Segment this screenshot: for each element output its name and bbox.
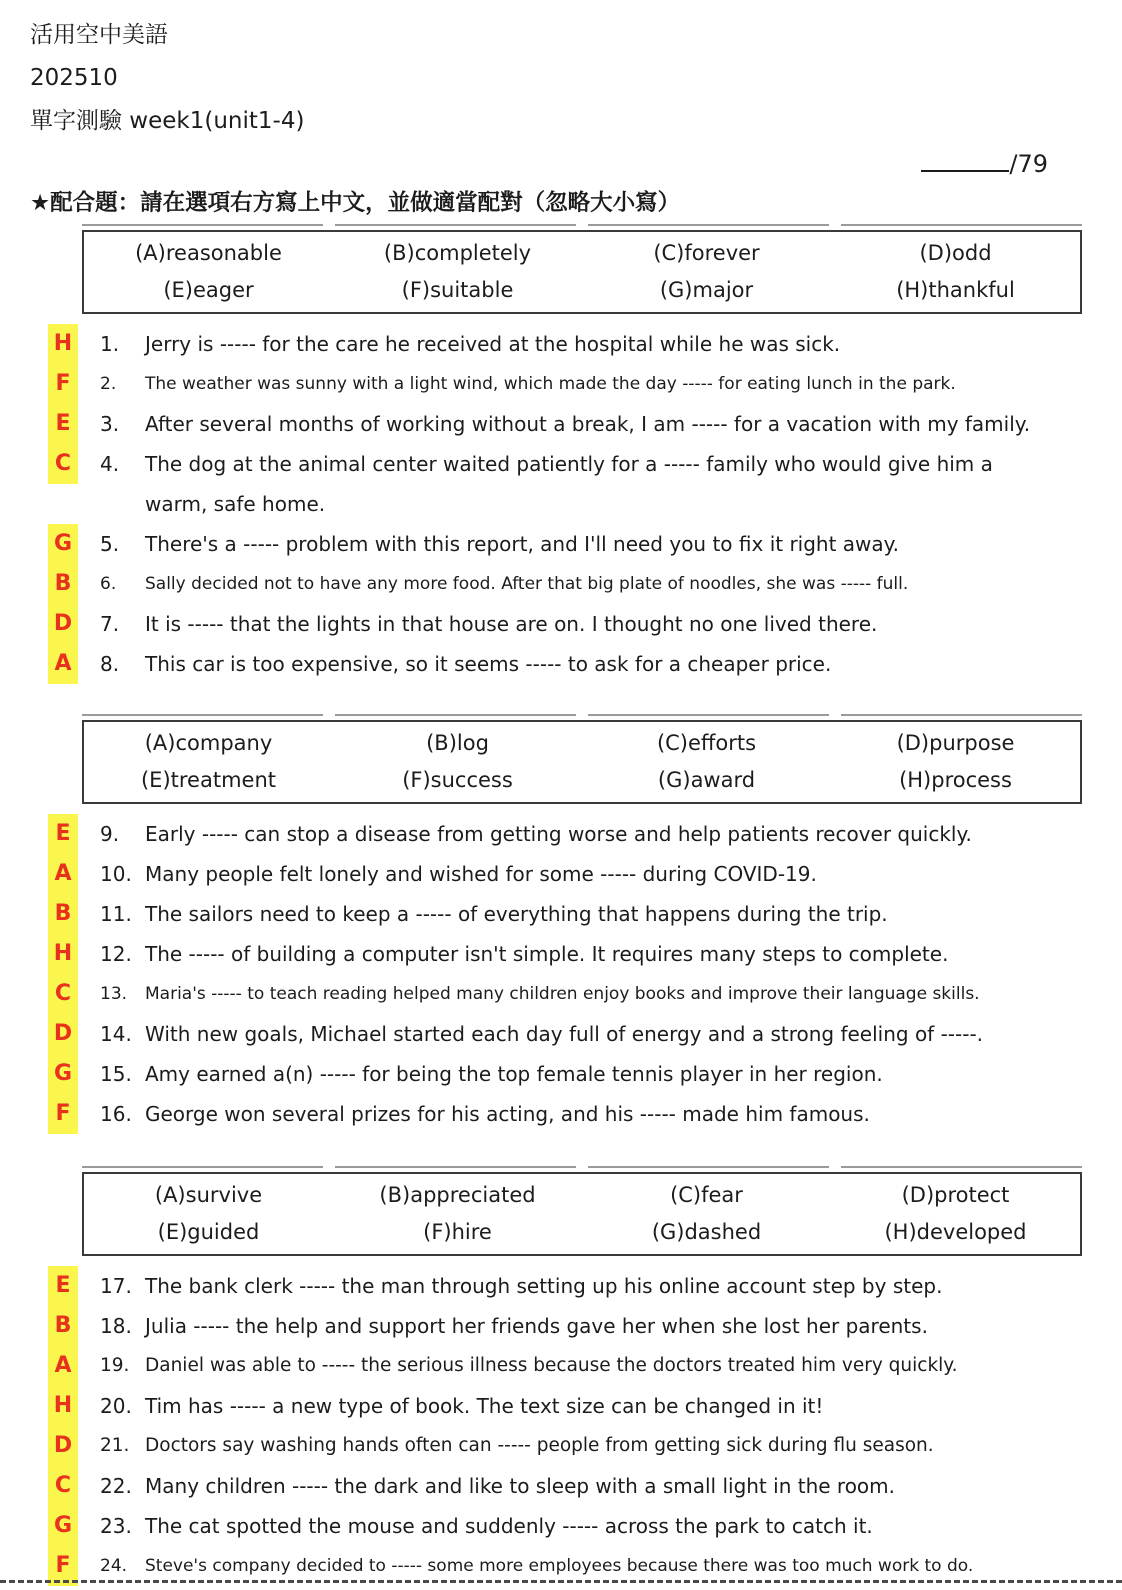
question-text: There's a ----- problem with this report, and I'll need you to fix it right away. [145, 532, 900, 556]
underline-segment [841, 714, 1082, 716]
question-row [30, 934, 1088, 974]
question-number: 19. [100, 1355, 130, 1376]
answer-letter: C [48, 444, 78, 484]
question-number: 2. [100, 374, 117, 394]
question-text: Daniel was able to ----- the serious illness because the doctors treated him very quickly. [145, 1355, 958, 1376]
question-number: 5. [100, 532, 120, 556]
option-item: (B)appreciated [379, 1183, 536, 1207]
question-row [30, 974, 1088, 1014]
question-number: 1. [100, 332, 120, 356]
option-item: (H)process [899, 768, 1012, 792]
next-box-cutoff-dashes [0, 1580, 1122, 1583]
question-text: After several months of working without a break, I am ----- for a vacation with my family. [145, 412, 1031, 436]
question-number: 14. [100, 1022, 132, 1046]
answer-letter: E [48, 404, 78, 444]
question-text: Maria's ----- to teach reading helped many children enjoy books and improve their language skills. [145, 984, 980, 1004]
underline-segment [841, 224, 1082, 226]
question-list-1 [30, 324, 1088, 684]
answer-letter: H [48, 934, 78, 974]
question-number: 3. [100, 412, 120, 436]
underline-segment [335, 224, 576, 226]
answer-letter: H [48, 324, 78, 364]
question-text: This car is too expensive, so it seems ----- to ask for a cheaper price. [145, 652, 832, 676]
question-text: Many people felt lonely and wished for some ----- during COVID-19. [145, 862, 817, 886]
question-list-2 [30, 814, 1088, 1134]
option-item: (D)odd [919, 241, 992, 265]
question-row [30, 1014, 1088, 1054]
option-item: (G)dashed [651, 1220, 762, 1244]
option-item: (D)purpose [896, 731, 1015, 755]
answer-letter: A [48, 644, 78, 684]
question-row [30, 564, 1088, 604]
question-text: Tim has ----- a new type of book. The text size can be changed in it! [145, 1394, 824, 1418]
question-row [30, 1054, 1088, 1094]
option-item: (B)completely [383, 241, 532, 265]
question-number: 17. [100, 1274, 132, 1298]
question-number: 20. [100, 1394, 132, 1418]
underline-segment [82, 714, 323, 716]
question-text: It is ----- that the lights in that house are on. I thought no one lived there. [145, 612, 878, 636]
question-text: Early ----- can stop a disease from getting worse and help patients recover quickly. [145, 822, 972, 846]
answer-letter: C [48, 1466, 78, 1506]
answer-letter: D [48, 1014, 78, 1054]
option-underline-row [82, 714, 1082, 716]
options-box-2-wrap [82, 714, 1082, 804]
question-number: 11. [100, 902, 132, 926]
score-line [30, 143, 1088, 186]
doc-title: 單字測驗 week1(unit1-4) [30, 108, 305, 134]
answer-letter: B [48, 894, 78, 934]
answer-letter: F [48, 1094, 78, 1134]
option-item: (H)developed [884, 1220, 1027, 1244]
question-text: The bank clerk ----- the man through setting up his online account step by step. [145, 1274, 943, 1298]
question-row [30, 1346, 1088, 1386]
question-number: 7. [100, 612, 120, 636]
question-row [30, 1386, 1088, 1426]
question-number: 6. [100, 574, 117, 594]
options-box-3 [82, 1172, 1082, 1256]
options-box-3-wrap [82, 1166, 1082, 1256]
question-row [30, 444, 1088, 524]
underline-segment [82, 1166, 323, 1168]
question-row [30, 1306, 1088, 1346]
question-number: 16. [100, 1102, 132, 1126]
option-item: (G)award [657, 768, 756, 792]
option-underline-row [82, 224, 1082, 226]
option-item: (A)survive [154, 1183, 263, 1207]
option-item: (C)efforts [656, 731, 757, 755]
answer-letter: B [48, 564, 78, 604]
answer-letter: E [48, 1266, 78, 1306]
question-text: Doctors say washing hands often can ----- people from getting sick during flu season. [145, 1435, 934, 1456]
option-item: (G)major [659, 278, 754, 302]
question-text: Many children ----- the dark and like to sleep with a small light in the room. [145, 1474, 895, 1498]
answer-letter: F [48, 364, 78, 404]
answer-letter: C [48, 974, 78, 1014]
underline-segment [588, 1166, 829, 1168]
option-item: (B)log [426, 731, 489, 755]
question-row [30, 1466, 1088, 1506]
option-item: (E)treatment [140, 768, 276, 792]
question-text: With new goals, Michael started each day full of energy and a strong feeling of -----. [145, 1022, 984, 1046]
question-list-3 [30, 1266, 1088, 1586]
underline-segment [335, 714, 576, 716]
answer-letter: A [48, 854, 78, 894]
question-row [30, 404, 1088, 444]
question-number: 12. [100, 942, 132, 966]
question-text: The ----- of building a computer isn't simple. It requires many steps to complete. [145, 942, 949, 966]
answer-letter: H [48, 1386, 78, 1426]
option-item: (E)eager [163, 278, 254, 302]
option-item: (A)reasonable [135, 241, 282, 265]
score-total: /79 [1009, 150, 1048, 178]
answer-letter: D [48, 604, 78, 644]
question-row [30, 894, 1088, 934]
question-number: 10. [100, 862, 132, 886]
answer-letter: D [48, 1426, 78, 1466]
question-row [30, 854, 1088, 894]
question-text: The dog at the animal center waited patiently for a ----- family who would give him a warm, safe home. [145, 452, 993, 516]
question-number: 8. [100, 652, 120, 676]
question-row [30, 1426, 1088, 1466]
question-text: Jerry is ----- for the care he received at the hospital while he was sick. [145, 332, 841, 356]
option-item: (F)success [402, 768, 513, 792]
question-row [30, 524, 1088, 564]
question-number: 4. [100, 452, 120, 476]
answer-letter: E [48, 814, 78, 854]
question-number: 23. [100, 1514, 132, 1538]
option-item: (F)suitable [401, 278, 514, 302]
options-box-2 [82, 720, 1082, 804]
underline-segment [841, 1166, 1082, 1168]
question-text: Sally decided not to have any more food. After that big plate of noodles, she was ----- full. [145, 574, 909, 594]
question-number: 13. [100, 984, 128, 1004]
option-item: (D)protect [901, 1183, 1010, 1207]
question-row [30, 814, 1088, 854]
answer-letter: G [48, 1506, 78, 1546]
option-item: (C)forever [653, 241, 760, 265]
answer-letter: A [48, 1346, 78, 1386]
question-row [30, 644, 1088, 684]
question-row [30, 1266, 1088, 1306]
question-number: 9. [100, 822, 120, 846]
question-row [30, 1094, 1088, 1134]
options-box-1 [82, 230, 1082, 314]
question-number: 24. [100, 1556, 128, 1576]
question-number: 22. [100, 1474, 132, 1498]
doc-publisher: 活用空中美語 [30, 22, 168, 48]
question-row [30, 1506, 1088, 1546]
underline-segment [588, 714, 829, 716]
answer-letter: G [48, 524, 78, 564]
question-text: The cat spotted the mouse and suddenly ----- across the park to catch it. [145, 1514, 873, 1538]
option-item: (A)company [144, 731, 273, 755]
option-item: (E)guided [157, 1220, 260, 1244]
question-row [30, 324, 1088, 364]
instructions: ★配合題：請在選項右方寫上中文，並做適當配對（忽略大小寫） [30, 190, 681, 216]
options-box-1-wrap [82, 224, 1082, 314]
question-text: The sailors need to keep a ----- of everything that happens during the trip. [145, 902, 888, 926]
question-text: George won several prizes for his acting, and his ----- made him famous. [145, 1102, 870, 1126]
option-underline-row [82, 1166, 1082, 1168]
question-number: 21. [100, 1435, 130, 1456]
question-text: The weather was sunny with a light wind, which made the day ----- for eating lunch in the park. [145, 374, 956, 394]
question-number: 15. [100, 1062, 132, 1086]
score-blank-underline [921, 146, 1009, 172]
option-item: (H)thankful [896, 278, 1015, 302]
option-item: (C)fear [670, 1183, 743, 1207]
option-item: (F)hire [423, 1220, 492, 1244]
question-text: Steve's company decided to ----- some more employees because there was too much work to do. [145, 1556, 974, 1576]
question-number: 18. [100, 1314, 132, 1338]
answer-letter: G [48, 1054, 78, 1094]
question-row [30, 604, 1088, 644]
answer-letter: F [48, 1546, 78, 1586]
underline-segment [82, 224, 323, 226]
question-row [30, 364, 1088, 404]
underline-segment [335, 1166, 576, 1168]
underline-segment [588, 224, 829, 226]
question-text: Julia ----- the help and support her friends gave her when she lost her parents. [145, 1314, 928, 1338]
answer-letter: B [48, 1306, 78, 1346]
question-text: Amy earned a(n) ----- for being the top female tennis player in her region. [145, 1062, 883, 1086]
doc-date-code: 202510 [30, 65, 118, 91]
